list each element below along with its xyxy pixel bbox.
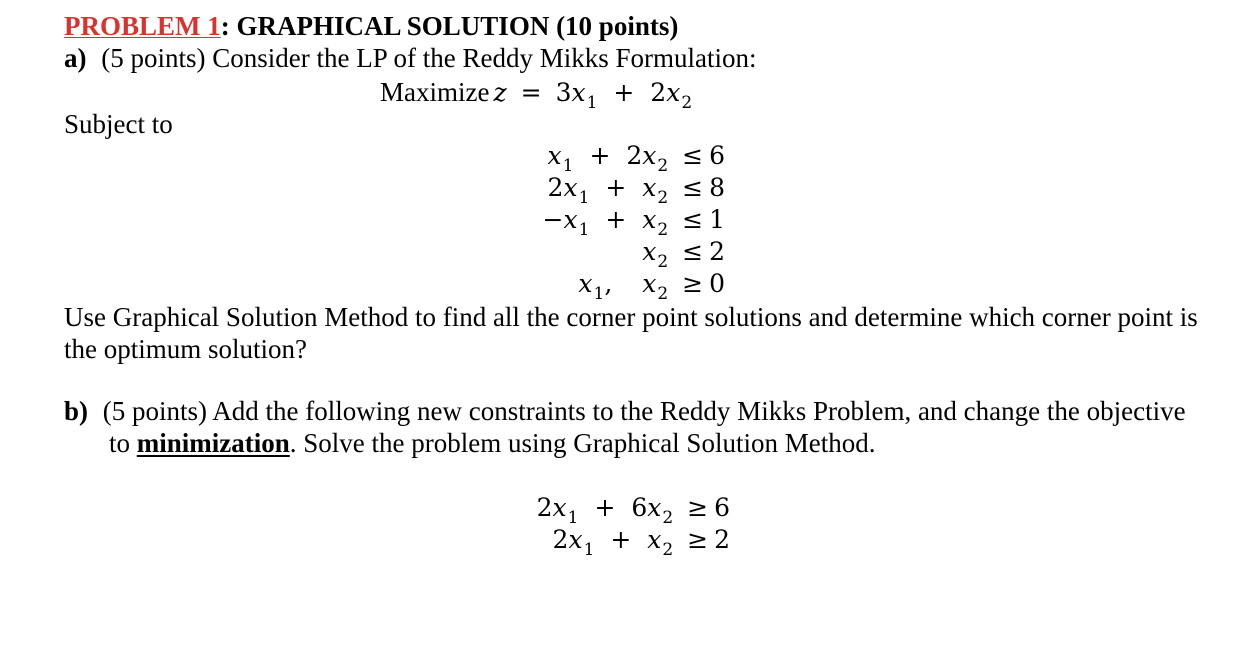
problem-title (64, 10, 678, 42)
problem-title-rest: : GRAPHICAL SOLUTION (10 points) (220, 11, 679, 41)
objective-var: z (493, 78, 507, 107)
new-constraint-row: $2x_1 + x_2 \ge 2$ (552, 525, 730, 560)
subject-to-label: Subject to (64, 109, 173, 139)
problem-label: PROBLEM 1 (64, 11, 221, 41)
constraint-row: $x_1 + 2x_2 \le 6$ (547, 141, 725, 176)
part-b-line2: to minimization. Solve the problem using Graphical Solution Method. (109, 428, 876, 458)
new-constraint-row: $2x_1 + 6x_2 \ge 6$ (536, 493, 730, 528)
part-a-intro: (5 points) Consider the LP of the Reddy Mikks Formulation: (101, 43, 757, 73)
objective-equals: = (520, 78, 542, 107)
nonnegativity-row: $x_1$, $x_2 \ge 0$ (578, 269, 725, 304)
constraint-row: $2x_1 + x_2 \le 8$ (547, 173, 725, 208)
part-a-heading (64, 42, 756, 74)
part-a-question-line1: Use Graphical Solution Method to find all the corner point solutions and determine which corner point is (64, 302, 1198, 332)
minimization-emphasis: minimization (136, 428, 290, 458)
objective-function (380, 76, 692, 112)
constraint-row: $x_2 \le 2$ (642, 237, 725, 272)
part-b-marker: b) (64, 396, 89, 426)
objective-expression: $3x_1 + 2x_2$ (555, 78, 693, 113)
constraint-row: $-x_1 + x_2 \le 1$ (542, 205, 725, 240)
part-b-heading (64, 395, 1186, 427)
part-b-line1: (5 points) Add the following new constraints to the Reddy Mikks Problem, and change the objective (102, 396, 1186, 426)
objective-word: Maximize (380, 77, 490, 107)
part-a-question-line2: the optimum solution? (64, 334, 307, 364)
part-a-marker: a) (64, 43, 87, 73)
